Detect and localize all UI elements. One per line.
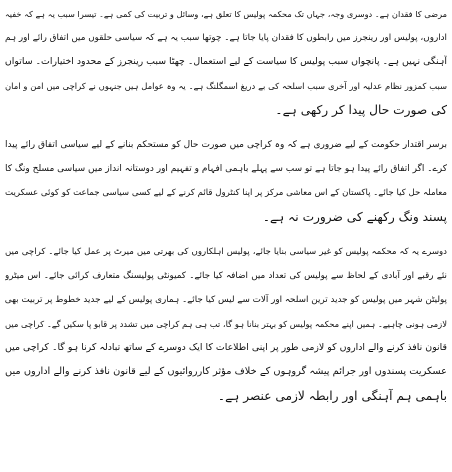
paragraph-political-consensus: [5, 133, 447, 229]
text-line: عسکریت پسندوں اور جرائم پیشہ گروہوں کے خلاف مؤثر کارروائیوں کے لیے قانون نافذ کرنے والے اداروں میں: [5, 366, 447, 377]
text-line: باہمی ہم آہنگی اور رابطہ لازمی عنصر ہے۔: [217, 389, 447, 403]
text-line: کی صورت حال پیدا کر رکھی ہے۔: [275, 103, 447, 117]
paragraph-causes: [5, 2, 447, 122]
text-line: پولیٹن شہر میں پولیس کو جدید ترین اسلحہ اور آلات سے لیس کیا جائے۔ ہماری پولیس کے لیے جدید خطوط پر تربیت بھی: [5, 295, 447, 305]
text-line: معاملہ حل کیا جائے۔ پاکستان کے اس معاشی مرکز پر اپنا کنٹرول قائم کرنے کے لیے کسی سیاسی جماعت کو کوئی عسکریت: [5, 188, 447, 198]
text-line: نئے رقبے اور آبادی کے لحاظ سے پولیس کی تعداد میں اضافہ کیا جائے۔ کمیونٹی پولیسنگ متعارف کرائی جائے۔ اس میٹرو: [5, 271, 447, 281]
text-line: سبب کمزور نظام عدلیہ اور آخری سبب اسلحہ کی بے دریغ اسمگلنگ ہے۔ یہ وہ عوامل ہیں جنہوں نے کراچی میں امن و امان: [5, 81, 447, 91]
text-line: لازمی ہونی چاہیے۔ ہمیں اپنے محکمہ پولیس کو بہتر بنانا ہو گا، تب ہی ہم کراچی میں تشدد پر قابو پا سکیں گے۔ کراچی میں: [5, 319, 447, 329]
text-line: مرضی کا فقدان ہے۔ دوسری وجہ، جہاں تک محکمہ پولیس کا تعلق ہے، وسائل و تربیت کی کمی ہے۔ تیسرا سبب یہ ہے کہ خفیہ: [5, 9, 447, 19]
text-line: آہنگی نہیں ہے۔ پانچواں سبب پولیس کا سیاست کے لیے استعمال۔ چھٹا سبب رینجرز کے محدود اختیارات۔ ساتواں: [5, 56, 447, 67]
text-line: اداروں، پولیس اور رینجرز میں رابطوں کا فقدان پایا جاتا ہے۔ چوتھا سبب یہ ہے کہ سیاسی حلقوں میں اتفاق رائے اور ہم: [5, 33, 447, 43]
text-line: قانون نافذ کرنے والے اداروں کو لازمی طور پر اپنی اطلاعات کا ایک دوسرے کے ساتھ تبادلہ کرنا ہو گا۔ کراچی میں: [5, 342, 447, 353]
text-line: پسند ونگ رکھنے کی ضرورت نہ ہے۔: [262, 210, 447, 224]
text-line: کرے۔ اگر اتفاق رائے پیدا ہو جاتا ہے تو سب سے پہلے باہمی افہام و تفہیم اور دوستانہ انداز میں سیاسی مسلح ونگ کا: [5, 164, 447, 174]
text-line: دوسرے یہ کہ محکمہ پولیس کو غیر سیاسی بنایا جائے، پولیس اہلکاروں کی بھرتی میں میرٹ پر عمل کیا جائے۔ کراچی میں: [5, 247, 447, 257]
text-line: برسر اقتدار حکومت کے لیے ضروری ہے کہ وہ کراچی میں صورت حال کو مستحکم بنانے کے لیے سیاسی اتفاق رائے پیدا: [5, 140, 447, 150]
paragraph-police-reform: [5, 240, 447, 408]
